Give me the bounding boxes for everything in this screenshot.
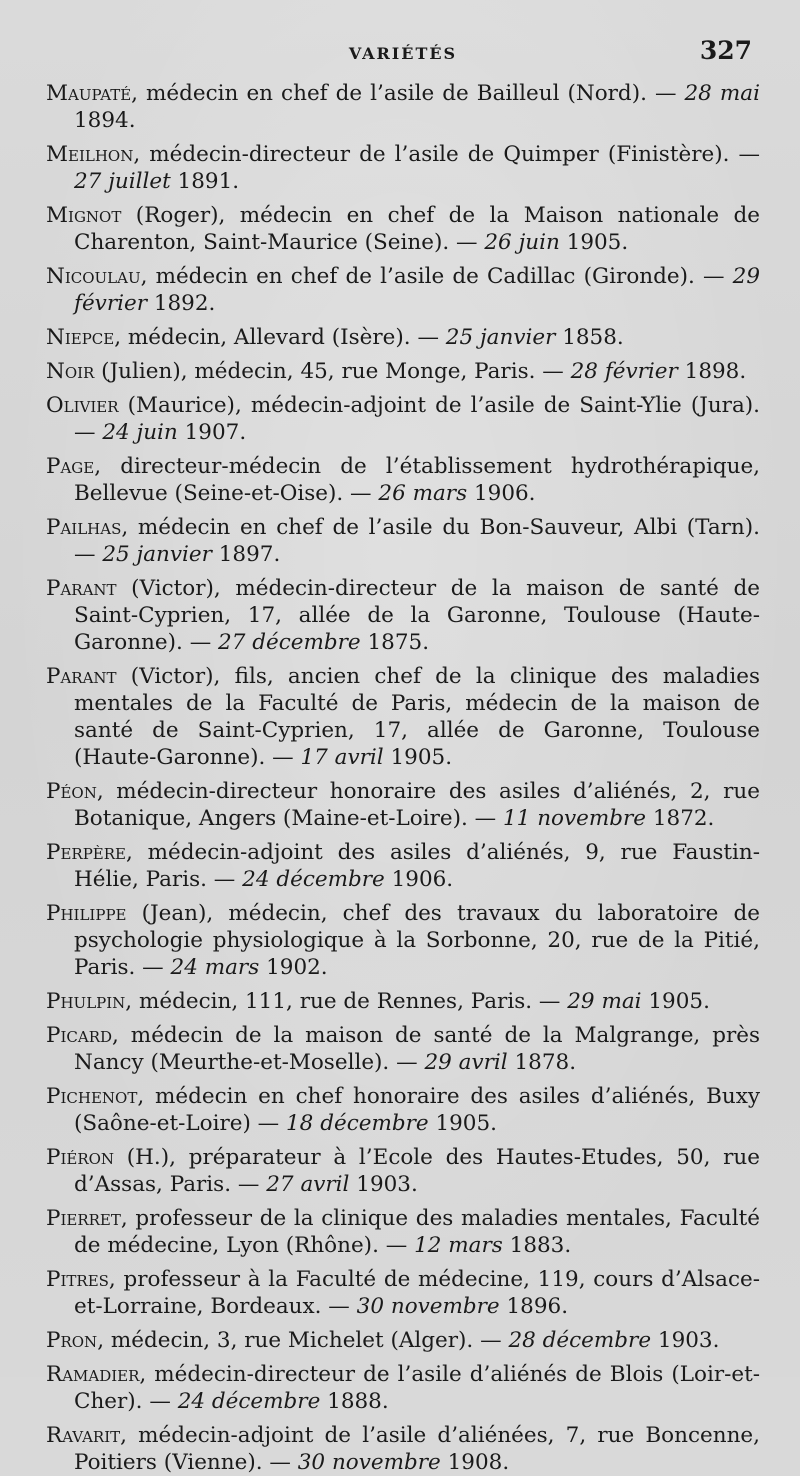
member-list: [46, 80, 760, 1476]
entry-year: 1891.: [170, 169, 240, 194]
entry-year: 1872.: [646, 806, 715, 831]
entry-day: 28: [684, 81, 712, 106]
date-space: [452, 1050, 459, 1075]
entry-year: 1903.: [349, 1172, 418, 1197]
entry-details: (Roger), médecin en chef de la Maison nationale de Charenton, Saint-Maurice (Seine). —: [74, 203, 760, 255]
entry-day: 29: [567, 989, 595, 1014]
entry-day: 27: [218, 630, 246, 655]
entry-details: , médecin-directeur honoraire des asiles d’aliénés, 2, rue Botanique, Angers (Maine-et-Loire). —: [74, 779, 760, 831]
member-name: Pron: [46, 1328, 98, 1353]
list-item: [46, 1205, 760, 1259]
entry-month: février: [604, 359, 678, 384]
date-space: [384, 1294, 391, 1319]
entry-month: mars: [448, 1233, 503, 1258]
entry-day: 24: [177, 1389, 206, 1414]
entry-year: 1892.: [146, 291, 216, 316]
list-item: [46, 202, 760, 256]
member-name: Maupaté: [46, 81, 132, 106]
entry-year: 1878.: [507, 1050, 577, 1075]
entry-details: , directeur-médecin de l’établissement hydrothérapique, Bellevue (Seine-et-Oise). —: [74, 454, 760, 506]
entry-details: , médecin, Allevard (Isère). —: [114, 325, 446, 350]
entry-month: mars: [412, 481, 468, 506]
entry-day: 27: [74, 169, 102, 194]
entry-details: , médecin en chef de l’asile de Cadillac (Gironde). —: [140, 264, 733, 289]
entry-month: mars: [204, 955, 260, 980]
entry-day: 30: [356, 1294, 384, 1319]
date-space: [130, 542, 137, 567]
entry-day: 29: [424, 1050, 452, 1075]
entry-year: 1907.: [177, 420, 247, 445]
entry-details: , médecin en chef de l’asile de Bailleul (Nord). —: [131, 81, 685, 106]
date-space: [198, 955, 205, 980]
entry-details: (Julien), médecin, 45, rue Monge, Paris. —: [94, 359, 571, 384]
entry-month: mai: [719, 81, 760, 106]
member-name: Pichenot: [46, 1084, 138, 1109]
entry-year: 1894.: [74, 108, 136, 133]
member-name: Parant: [46, 576, 117, 601]
entry-details: , médecin-directeur de l’asile de Quimper (Finistère). —: [133, 142, 760, 167]
member-name: Phulpin: [46, 989, 126, 1014]
date-space: [325, 1450, 332, 1475]
entry-month: mai: [601, 989, 642, 1014]
list-item: [46, 1022, 760, 1076]
member-name: Niepce: [46, 325, 115, 350]
list-item: [46, 1361, 760, 1415]
entry-details: , médecin-adjoint de l’asile d’aliénées, 7, rue Boncenne, Poitiers (Vienne). —: [74, 1423, 760, 1475]
entry-day: 26: [484, 230, 512, 255]
member-name: Parant: [46, 664, 117, 689]
list-item: [46, 514, 760, 568]
entry-day: 25: [445, 325, 474, 350]
list-item: [46, 358, 760, 385]
entry-details: (Maurice), médecin-adjoint de l’asile de Saint-Ylie (Jura). —: [74, 393, 760, 445]
entry-year: 1888.: [320, 1389, 389, 1414]
member-name: Piéron: [46, 1145, 115, 1170]
entry-year: 1905.: [559, 230, 629, 255]
member-name: Noir: [46, 359, 95, 384]
page-number: 327: [699, 36, 752, 65]
list-item: [46, 80, 760, 134]
date-space: [512, 230, 519, 255]
entry-year: 1883.: [502, 1233, 572, 1258]
date-space: [473, 325, 480, 350]
entry-details: , médecin-adjoint des asiles d’aliénés, 9, rue Faustin-Hélie, Paris. —: [74, 840, 760, 892]
list-item: [46, 263, 760, 317]
entry-month: décembre: [252, 630, 361, 655]
member-name: Perpère: [46, 840, 126, 865]
list-item: [46, 988, 760, 1015]
entry-year: 1875.: [360, 630, 430, 655]
list-item: [46, 1327, 760, 1354]
entry-day: 25: [102, 542, 130, 567]
entry-details: , médecin en chef honoraire des asiles d’aliénés, Buxy (Saône-et-Loire) —: [74, 1084, 760, 1136]
member-name: Meilhon: [46, 142, 134, 167]
entry-year: 1902.: [259, 955, 328, 980]
list-item: [46, 1083, 760, 1137]
member-name: Péon: [46, 779, 97, 804]
entry-day: 24: [242, 867, 270, 892]
entry-day: 27: [266, 1172, 294, 1197]
running-head-title: VARIÉTÉS: [348, 44, 458, 63]
member-name: Olivier: [46, 393, 119, 418]
list-item: [46, 900, 760, 981]
entry-year: 1905.: [428, 1111, 497, 1136]
list-item: [46, 453, 760, 507]
entry-day: 28: [508, 1328, 536, 1353]
entry-month: décembre: [276, 867, 385, 892]
list-item: [46, 778, 760, 832]
entry-year: 1898.: [677, 359, 747, 384]
entry-year: 1858.: [555, 325, 624, 350]
entry-month: novembre: [390, 1294, 500, 1319]
entry-day: 28: [570, 359, 598, 384]
entry-day: 12: [414, 1233, 442, 1258]
date-space: [130, 420, 137, 445]
member-name: Pailhas: [46, 515, 122, 540]
entry-details: (Victor), médecin-directeur de la maison de santé de Saint-Cyprien, 17, allée de la Garonne, Toulouse (Haute-Garonne). —: [74, 576, 760, 655]
member-name: Mignot: [46, 203, 122, 228]
list-item: [46, 324, 760, 351]
entry-day: 24: [102, 420, 130, 445]
list-item: [46, 575, 760, 656]
date-space: [406, 481, 413, 506]
entry-details: , médecin de la maison de santé de la Malgrange, près Nancy (Meurthe-et-Moselle). —: [74, 1023, 760, 1075]
date-space: [598, 359, 605, 384]
list-item: [46, 1422, 760, 1476]
date-space: [205, 1389, 212, 1414]
list-item: [46, 392, 760, 446]
date-space: [328, 745, 335, 770]
entry-month: avril: [334, 745, 384, 770]
date-space: [536, 1328, 543, 1353]
list-item: [46, 1266, 760, 1320]
entry-day: 29: [732, 264, 760, 289]
list-item: [46, 839, 760, 893]
list-item: [46, 1144, 760, 1198]
entry-month: décembre: [211, 1389, 321, 1414]
date-space: [712, 81, 720, 106]
entry-details: , médecin, 111, rue de Rennes, Paris. —: [125, 989, 568, 1014]
entry-day: 18: [286, 1111, 314, 1136]
entry-details: (Jean), médecin, chef des travaux du laboratoire de psychologie physiologique à la Sorbonne, 20, rue de la Pitié, Paris. —: [74, 901, 760, 980]
entry-day: 26: [378, 481, 406, 506]
entry-year: 1906.: [384, 867, 454, 892]
entry-year: 1896.: [499, 1294, 569, 1319]
entry-month: novembre: [331, 1450, 441, 1475]
entry-details: (Victor), fils, ancien chef de la clinique des maladies mentales de la Faculté de Paris, médecin de la maison de santé de Saint-Cyprien, 17, allée de Garonne, Toulouse (Haute-Garonne). —: [74, 664, 760, 770]
member-name: Philippe: [46, 901, 127, 926]
entry-day: 11: [502, 806, 531, 831]
entry-details: , médecin-directeur de l’asile d’aliénés de Blois (Loir-et-Cher). —: [74, 1362, 760, 1414]
member-name: Pierret: [46, 1206, 121, 1231]
entry-month: février: [74, 291, 147, 316]
member-name: Ravarit: [46, 1423, 121, 1448]
entry-month: janvier: [136, 542, 212, 567]
entry-details: , médecin, 3, rue Michelet (Alger). —: [97, 1328, 509, 1353]
entry-details: , professeur de la clinique des maladies mentales, Faculté de médecine, Lyon (Rhône). —: [74, 1206, 760, 1258]
member-name: Picard: [46, 1023, 113, 1048]
entry-year: 1897.: [211, 542, 281, 567]
member-name: Ramadier: [46, 1362, 140, 1387]
entry-month: novembre: [537, 806, 646, 831]
entry-details: , médecin en chef de l’asile du Bon-Sauveur, Albi (Tarn). —: [74, 515, 760, 567]
entry-year: 1903.: [651, 1328, 720, 1353]
entry-month: juillet: [108, 169, 171, 194]
entry-details: (H.), préparateur à l’Ecole des Hautes-Etudes, 50, rue d’Assas, Paris. —: [74, 1145, 760, 1197]
entry-month: janvier: [480, 325, 556, 350]
entry-year: 1908.: [440, 1450, 510, 1475]
entry-month: juin: [136, 420, 178, 445]
entry-day: 17: [300, 745, 328, 770]
entry-day: 30: [297, 1450, 326, 1475]
entry-year: 1906.: [467, 481, 536, 506]
entry-month: décembre: [320, 1111, 429, 1136]
list-item: [46, 663, 760, 771]
running-head: [46, 0, 760, 80]
entry-year: 1905.: [383, 745, 453, 770]
entry-year: 1905.: [641, 989, 710, 1014]
member-name: Page: [46, 454, 95, 479]
entry-details: , professeur à la Faculté de médecine, 119, cours d’Alsace-et-Lorraine, Bordeaux. —: [74, 1267, 760, 1319]
member-name: Nicoulau: [46, 264, 141, 289]
list-item: [46, 141, 760, 195]
entry-month: décembre: [542, 1328, 652, 1353]
entry-month: avril: [300, 1172, 350, 1197]
entry-day: 24: [170, 955, 198, 980]
entry-month: juin: [518, 230, 560, 255]
entry-month: avril: [458, 1050, 508, 1075]
member-name: Pitres: [46, 1267, 109, 1292]
